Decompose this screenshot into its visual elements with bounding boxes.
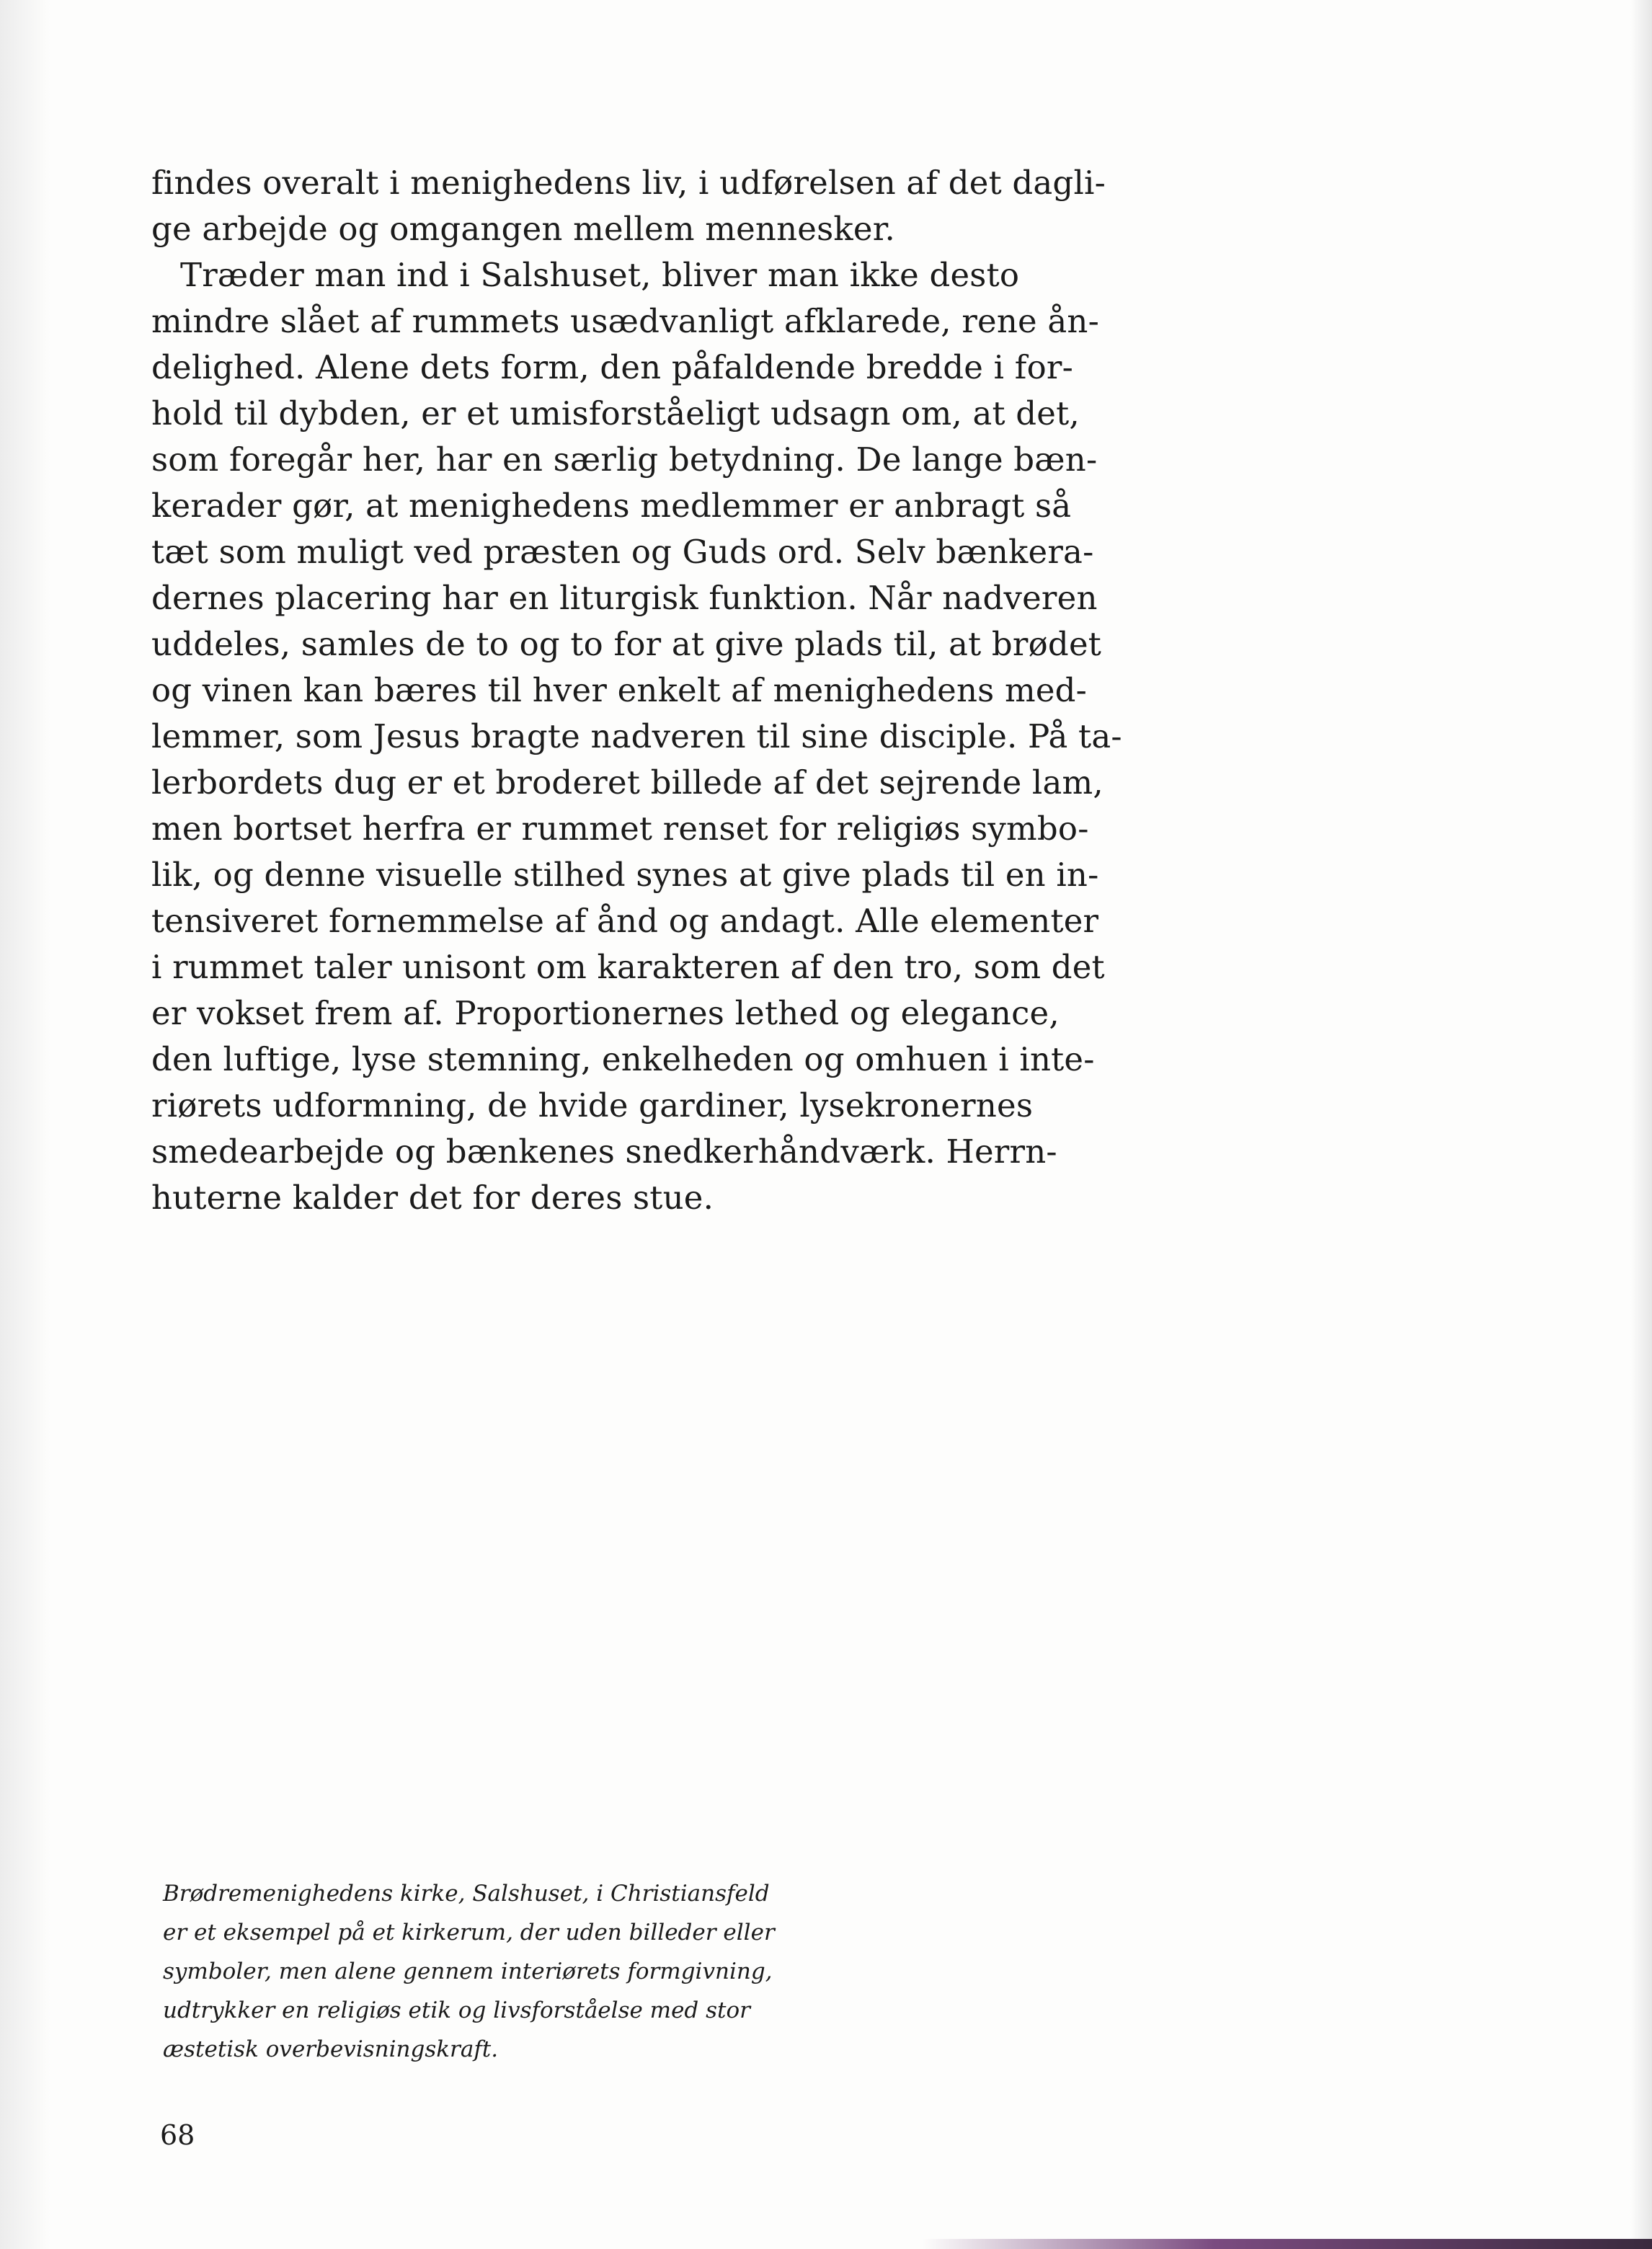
body-line: tæt som muligt ved præsten og Guds ord. Selv bænkera-: [151, 533, 1094, 571]
body-line: dernes placering har en liturgisk funktion. Når nadveren: [151, 579, 1098, 617]
body-line: riørets udformning, de hvide gardiner, lysekronernes: [151, 1086, 1034, 1124]
page-edge-shadow-right: [1630, 0, 1652, 2249]
body-line: lemmer, som Jesus bragte nadveren til sine disciple. På ta-: [151, 717, 1122, 755]
body-line: kerader gør, at menighedens medlemmer er anbragt så: [151, 487, 1072, 525]
body-line: smedearbejde og bænkenes snedkerhåndværk. Herrn-: [151, 1132, 1057, 1171]
body-line: Træder man ind i Salshuset, bliver man ikke desto: [180, 256, 1020, 294]
body-line: er vokset frem af. Proportionernes lethed og elegance,: [151, 994, 1060, 1032]
body-line: huterne kalder det for deres stue.: [151, 1179, 714, 1217]
page-bottom-edge-strip: [923, 2239, 1652, 2249]
body-line: findes overalt i menighedens liv, i udførelsen af det dagli-: [151, 164, 1106, 202]
body-line: den luftige, lyse stemning, enkelheden og omhuen i inte-: [151, 1040, 1095, 1078]
page-number: 68: [160, 2119, 195, 2151]
caption-line: er et eksempel på et kirkerum, der uden billeder eller: [163, 1920, 775, 1946]
caption-line: udtrykker en religiøs etik og livsforståelse med stor: [163, 1997, 750, 2023]
body-line: som foregår her, har en særlig betydning. De lange bæn-: [151, 440, 1098, 479]
body-text: [151, 160, 1160, 1221]
caption-line: symboler, men alene gennem interiørets formgivning,: [163, 1959, 773, 1984]
body-line: lerbordets dug er et broderet billede af det sejrende lam,: [151, 763, 1103, 802]
body-line: delighed. Alene dets form, den påfaldende bredde i for-: [151, 348, 1073, 386]
body-line: lik, og denne visuelle stilhed synes at give plads til en in-: [151, 856, 1099, 894]
body-line: men bortset herfra er rummet renset for religiøs symbo-: [151, 809, 1089, 848]
caption-line: Brødremenighedens kirke, Salshuset, i Christiansfeld: [163, 1881, 770, 1907]
figure-caption: [163, 1874, 956, 2069]
body-line: i rummet taler unisont om karakteren af den tro, som det: [151, 948, 1105, 986]
body-line: og vinen kan bæres til hver enkelt af menighedens med-: [151, 671, 1088, 709]
body-line: uddeles, samles de to og to for at give plads til, at brødet: [151, 625, 1102, 663]
body-line: hold til dybden, er et umisforståeligt udsagn om, at det,: [151, 394, 1080, 432]
page-edge-shadow-left: [0, 0, 50, 2249]
body-line: mindre slået af rummets usædvanligt afklarede, rene ån-: [151, 302, 1099, 340]
caption-line: æstetisk overbevisningskraft.: [163, 2036, 499, 2062]
body-line: ge arbejde og omgangen mellem mennesker.: [151, 210, 895, 248]
body-line: tensiveret fornemmelse af ånd og andagt. Alle elementer: [151, 902, 1099, 940]
